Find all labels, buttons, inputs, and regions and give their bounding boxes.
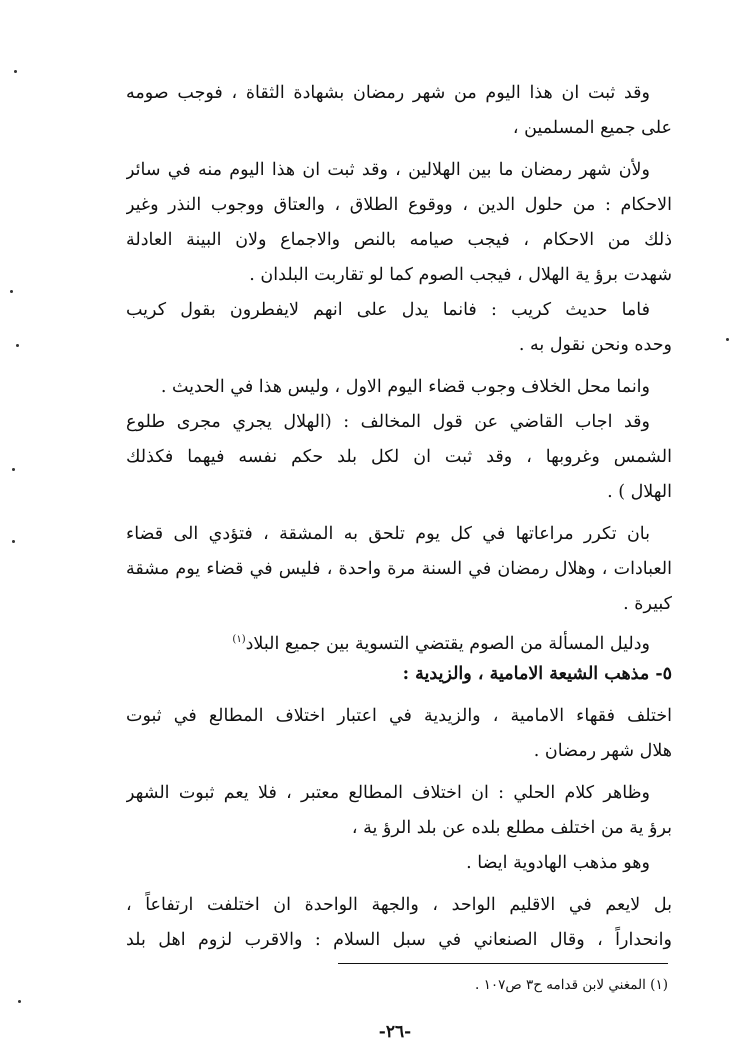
main-text [126,76,672,958]
scan-speck [18,1000,21,1003]
text-line-10: وقد اجاب القاضي عن قول المخالف : (الهلال يجري مجرى طلوع [126,412,650,432]
text-line-14: العبادات ، وهلال رمضان في السنة مرة واحدة ، فليس في قضاء يوم مشقة [126,559,672,579]
scan-speck [12,540,15,543]
text-line-6: شهدت برؤ ية الهلال ، فيجب الصوم كما لو تقاربت البلدان . [249,265,672,285]
page-number: -٢٦- [378,1022,412,1042]
text-line-5: ذلك من الاحكام ، فيجب صيامه بالنص والاجماع ولان البينة العادلة [126,230,672,250]
text-line-18: اختلف فقهاء الامامية ، والزيدية في اعتبار اختلاف المطالع في ثبوت [126,706,672,726]
text-line-8: وحده ونحن نقول به . [518,335,672,355]
text-line-20: وظاهر كلام الحلي : ان اختلاف المطالع معتبر ، فلا يعم ثبوت الشهر [126,783,650,803]
text-line-2: على جميع المسلمين ، [512,118,672,138]
scan-speck [14,70,17,73]
text-line-16-body: ودليل المسألة من الصوم يقتضي التسوية بين جميع البلاد [245,633,650,654]
text-line-4: الاحكام : من حلول الدين ، ووقوع الطلاق ، والعتاق ووجوب النذر وغير [126,195,672,215]
text-line-22: وهو مذهب الهادوية ايضا . [466,853,650,873]
text-line-9: وانما محل الخلاف وجوب قضاء اليوم الاول ، وليس هذا في الحديث . [160,377,650,397]
footnote-marker: (١) [232,634,246,645]
scan-speck [12,468,15,471]
text-line-23: بل لايعم في الاقليم الواحد ، والجهة الواحدة ان اختلفت ارتفاعاً ، [126,895,672,915]
text-line-11: الشمس وغروبها ، وقد ثبت ان لكل بلد حكم نفسه فيهما فكذلك [126,447,672,467]
text-line-21: برؤ ية من اختلف مطلع بلده عن بلد الرؤ ية ، [351,818,672,838]
text-line-12: الهلال ) . [607,482,672,502]
text-line-1: وقد ثبت ان هذا اليوم من شهر رمضان بشهادة الثقاة ، فوجب صومه [126,83,650,103]
text-line-7: فاما حديث كريب : فانما يدل على انهم لايفطرون بقول كريب [126,300,650,320]
text-line-13: بان تكرر مراعاتها في كل يوم تلحق به المشقة ، فتؤدي الى قضاء [126,524,650,544]
text-line-16 [126,622,672,657]
text-line-19: هلال شهر رمضان . [533,741,672,761]
scan-speck [726,338,729,341]
footnote-separator [338,963,668,964]
section-heading: ٥- مذهب الشيعة الامامية ، والزيدية : [402,664,672,684]
text-line-3: ولأن شهر رمضان ما بين الهلالين ، وقد ثبت ان هذا اليوم منه في سائر [126,160,650,180]
scan-speck [16,344,19,347]
scan-speck [10,290,13,293]
text-line-15: كبيرة . [623,594,672,614]
text-line-24: وانحداراً ، وقال الصنعاني في سبل السلام : والاقرب لزوم اهل بلد [126,930,672,950]
footnote: (١) المغني لابن قدامه ح٣ ص١٠٧ . [475,977,668,993]
